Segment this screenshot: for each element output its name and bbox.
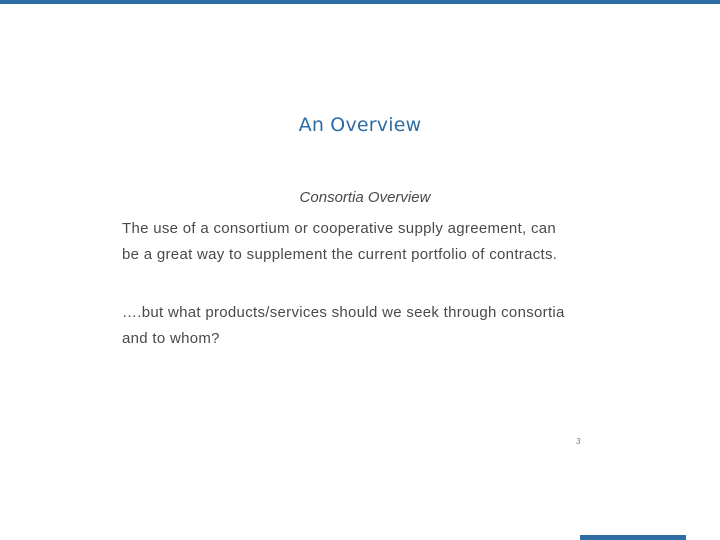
paragraph-2-line-2: and to whom? <box>122 330 220 347</box>
page-number: 3 <box>576 437 581 446</box>
top-accent-bar <box>0 0 720 4</box>
body-paragraph-2 <box>122 300 622 352</box>
paragraph-2-line-1: ….but what products/services should we seek through consortia <box>122 304 565 321</box>
paragraph-1-line-2: be a great way to supplement the current portfolio of contracts. <box>122 246 558 263</box>
body-paragraph-1 <box>122 216 622 268</box>
paragraph-1-line-1: The use of a consortium or cooperative supply agreement, can <box>122 220 557 237</box>
slide-subtitle: Consortia Overview <box>299 189 431 206</box>
slide-title: An Overview <box>298 114 422 136</box>
bottom-accent-bar <box>580 535 686 540</box>
